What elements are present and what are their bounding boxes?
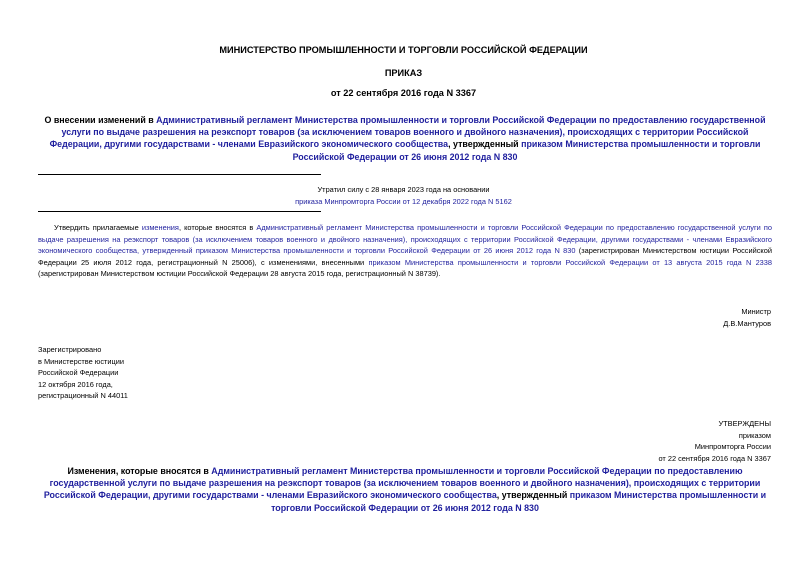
title-link-order-830[interactable]: приказом Министерства промышленности и торговли Российской Федерации от 26 июня 2012 года N 830 <box>292 139 761 162</box>
body-link-order-2338[interactable]: приказом Министерства промышленности и торговли Российской Федерации от 13 августа 2015 года N 2338 <box>368 257 773 267</box>
body-paragraph <box>38 222 772 280</box>
body-text-3: (зарегистрирован Министерством юстиции Российской Федерации 25 июля 2012 года, регистрационный N 25006), с изменениями, внесенными <box>38 246 772 267</box>
title-prefix: О внесении изменений в <box>44 115 157 125</box>
approved-line-1: УТВЕРЖДЕНЫ <box>718 419 771 428</box>
registration-line-3: Российской Федерации <box>38 368 119 378</box>
signature-role: Министр <box>741 307 771 316</box>
changes-title <box>38 465 772 514</box>
changes-middle: , утвержденный <box>496 490 570 501</box>
status-line: Утратил силу с 28 января 2023 года на основании <box>317 185 490 194</box>
body-text-2: , которые вносятся в <box>178 223 257 232</box>
registration-line-1: Зарегистрировано <box>38 345 102 354</box>
approved-block <box>658 418 771 464</box>
body-text-1: Утвердить прилагаемые <box>54 223 142 232</box>
doc-date-number: от 22 сентября 2016 года N 3367 <box>330 88 477 98</box>
registration-block <box>38 344 128 402</box>
signature-name: Д.В.Мантуров <box>723 318 771 328</box>
changes-link-regulation[interactable]: Административный регламент Министерства промышленности и торговли Российской Федерации по предоставлению государственной услуги по выдаче разрешения на реэкспорт товаров (за исключением товаров военного и двойного назначения), происходящих с территории Российской Федерации, другими государствами - членами Евразийского экономического сообщества <box>43 466 761 501</box>
body-text-4: (зарегистрирован Министерством юстиции Российской Федерации 28 августа 2015 года, регистрационный N 38739). <box>38 269 441 279</box>
body-link-regulation[interactable]: Административный регламент Министерства промышленности и торговли Российской Федерации по предоставлению государственной услуги по выдаче разрешения на реэкспорт товаров (за исключением товаров военного и двойного назначения), происходящих с территории Российской Федерации, другими государствами - членами Евразийского экономического сообщества, утвержденный приказом Министерства промышленности и торговли Российской Федерации от 26 июня 2012 года N 830 <box>38 223 773 256</box>
registration-line-2: в Министерстве юстиции <box>38 356 125 366</box>
signature-block <box>723 306 771 329</box>
approved-line-4: от 22 сентября 2016 года N 3367 <box>658 453 771 463</box>
approved-line-2: приказом <box>738 430 771 440</box>
doc-type-heading: ПРИКАЗ <box>384 68 423 78</box>
registration-line-4: 12 октября 2016 года, <box>38 379 113 389</box>
divider-top <box>38 174 321 175</box>
changes-link-order-830[interactable]: приказом Министерства промышленности и торговли Российской Федерации от 26 июня 2012 года N 830 <box>271 490 767 513</box>
changes-prefix: Изменения, которые вносятся в <box>67 466 212 476</box>
ministry-heading: МИНИСТЕРСТВО ПРОМЫШЛЕННОСТИ И ТОРГОВЛИ РОССИЙСКОЙ ФЕДЕРАЦИИ <box>219 45 588 55</box>
document-title <box>38 114 772 163</box>
status-note <box>0 184 807 207</box>
title-middle: , утвержденный <box>448 139 522 150</box>
approved-line-3: Минпромторга России <box>694 442 771 452</box>
registration-line-5: регистрационный N 44011 <box>38 391 128 401</box>
divider-bottom <box>38 211 321 212</box>
title-link-regulation[interactable]: Административный регламент Министерства промышленности и торговли Российской Федерации по предоставлению государственной услуги по выдаче разрешения на реэкспорт товаров (за исключением товаров военного и двойного назначения), происходящих с территории Российской Федерации, другими государствами - членами Евразийского экономического сообщества <box>49 115 766 150</box>
status-link-order-5162[interactable]: приказа Минпромторга России от 12 декабря 2022 года N 5162 <box>295 196 512 206</box>
body-link-changes[interactable]: изменения <box>141 223 179 232</box>
